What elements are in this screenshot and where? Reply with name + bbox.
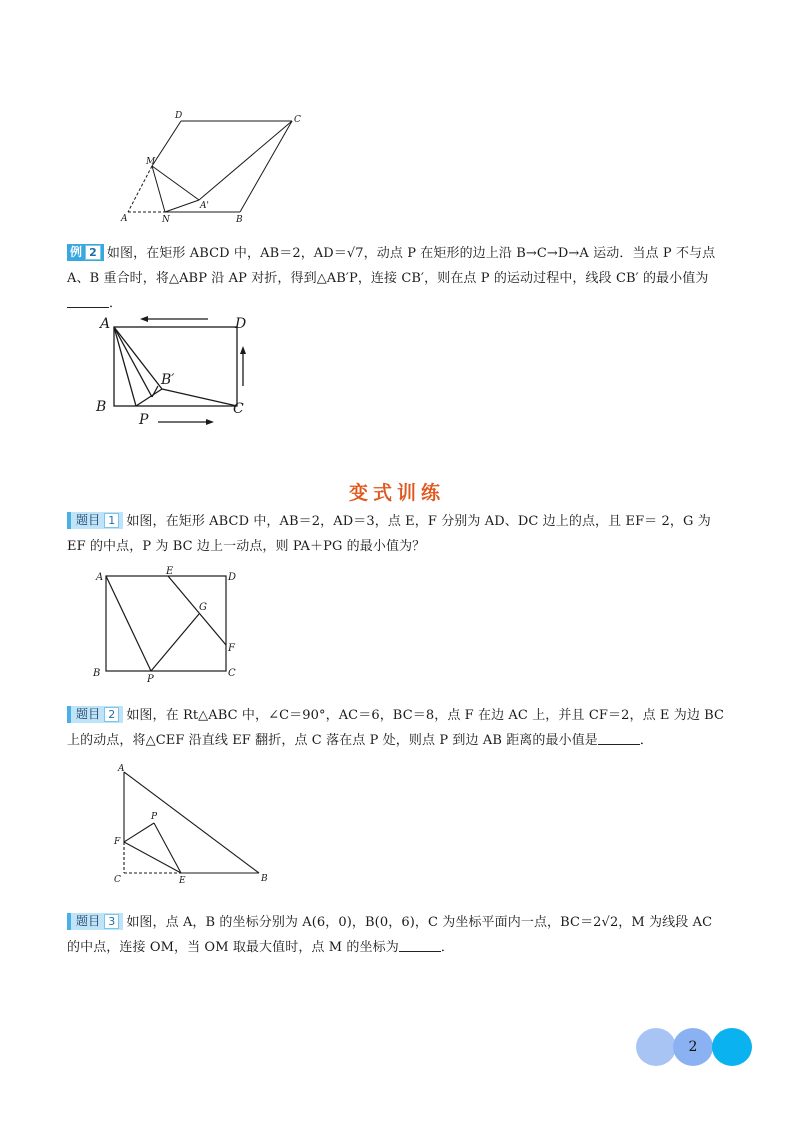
label-p: P	[151, 812, 158, 822]
label-a: A	[121, 214, 128, 224]
answer-blank	[399, 939, 441, 952]
label-b: B	[93, 668, 101, 679]
label-e: E	[179, 876, 186, 886]
section-title: 变式训练	[348, 482, 445, 504]
label-c: C	[294, 115, 301, 125]
example-2-text: 例 2 如图，在矩形 ABCD 中，AB＝2，AD＝√7，动点 P 在矩形的边上沿 B→C→D→A 运动．当点 P 不与点 A、B 重合时，将△ABP 沿 AP 对折，得到△AB′P，连接 CB′，则在点 P 的运动过程中，线段 CB′ 的最小值为．	[67, 245, 716, 311]
page-number: 2	[688, 1039, 698, 1055]
answer-blank	[67, 295, 109, 308]
label-f: F	[114, 837, 121, 847]
label-d: D	[175, 111, 183, 121]
label-a: A	[96, 572, 104, 583]
decor-circle	[712, 1028, 752, 1066]
label-d: D	[235, 316, 247, 332]
problem-3-text: 题目 3 如图，点 A，B 的坐标分别为 A(6，0)，B(0，6)，C 为坐标平面内一点，BC＝2√2，M 为线段 AC 的中点，连接 OM，当 OM 取最大值时，点 M 的坐标为 ．	[67, 914, 713, 955]
label-f: F	[228, 643, 235, 654]
label-g: G	[199, 602, 207, 613]
label-c: C	[114, 875, 121, 885]
rectangle-fold-figure	[92, 308, 262, 430]
label-c: C	[228, 668, 236, 679]
label-p: P	[139, 412, 149, 428]
label-d: D	[228, 572, 237, 583]
problem-tag: 题目 1	[67, 512, 123, 529]
label-a-prime: A'	[200, 201, 209, 211]
rectangle-efg-figure	[90, 565, 250, 685]
label-b: B	[236, 215, 243, 225]
label-n: N	[162, 215, 170, 225]
decor-circle	[636, 1028, 676, 1066]
label-e: E	[166, 566, 174, 577]
label-b: B	[261, 874, 268, 884]
parallelogram-figure	[110, 105, 310, 230]
problem-tag: 题目 3	[67, 913, 123, 930]
problem-1-text: 题目 1 如图，在矩形 ABCD 中，AB＝2，AD＝3，点 E，F 分别为 AD、DC 边上的点，且 EF＝ 2，G 为 EF 的中点，P 为 BC 边上一动点，则 PA＋PG 的最小值为？	[67, 513, 711, 554]
problem-2-text: 题目 2 如图，在 Rt△ABC 中，∠C＝90°，AC＝6，BC＝8，点 F 在边 AC 上，并且 CF＝2，点 E 为边 BC 上的动点，将△CEF 沿直线 EF 翻折，点 C 落在点 P 处，则点 P 到边 AB 距离的最小值是 ．	[67, 707, 725, 748]
label-a: A	[100, 316, 111, 332]
label-b-prime: B′	[161, 372, 175, 388]
label-c: C	[233, 401, 244, 417]
example-tag: 例 2	[67, 244, 104, 261]
answer-blank	[598, 732, 640, 745]
problem-tag: 题目 2	[67, 706, 123, 723]
label-a: A	[118, 764, 125, 774]
label-m: M	[146, 157, 156, 167]
label-p: P	[147, 674, 154, 685]
right-triangle-figure	[105, 760, 285, 890]
label-b: B	[96, 399, 107, 415]
page-number-badge	[636, 1028, 756, 1068]
